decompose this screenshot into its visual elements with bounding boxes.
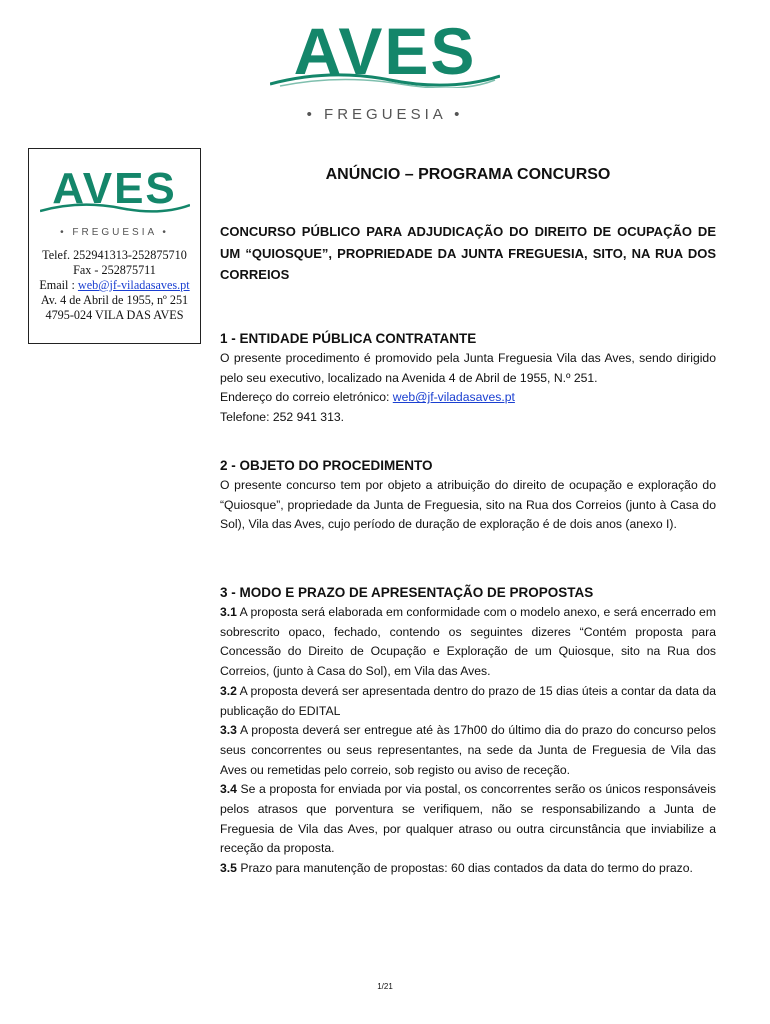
section-3-item-text: A proposta deverá ser entregue até às 17h00 do último dia do prazo do concurso pelos seus concorrentes ou seus representantes, na sede da Junta de Freguesia de Vila das Aves ou remetidas pelo correio, sob registo ou aviso de receção.	[220, 723, 716, 777]
section-1-text: O presente procedimento é promovido pela Junta Freguesia Vila das Aves, sendo dirigido pelo seu executivo, localizado na Avenida 4 de Abril de 1955, N.º 251.	[220, 351, 716, 385]
section-3-item	[220, 603, 716, 682]
document-title: ANÚNCIO – PROGRAMA CONCURSO	[325, 166, 611, 183]
document-subject: CONCURSO PÚBLICO PARA ADJUDICAÇÃO DO DIREITO DE OCUPAÇÃO DE UM “QUIOSQUE”, PROPRIEDADE DA JUNTA FREGUESIA, SITO, NA RUA DOS CORREIOS	[220, 224, 716, 282]
section-1-body	[220, 349, 716, 428]
section-3-heading: 3 - MODO E PRAZO DE APRESENTAÇÃO DE PROPOSTAS	[220, 585, 594, 600]
contact-email-line	[29, 278, 200, 293]
contact-email-link[interactable]: web@jf-viladasaves.pt	[77, 278, 190, 292]
section-2-heading: 2 - OBJETO DO PROCEDIMENTO	[220, 458, 433, 473]
section-3-item-text: A proposta será elaborada em conformidade com o modelo anexo, e será encerrado em sobrescrito opaco, fechado, contendo os seguintes dizeres “Contém proposta para Concessão do Direito de Ocupação e Exploração de um Quiosque, sito na Rua dos Correios, (junto à Casa do Sol), em Vila das Aves.	[220, 605, 716, 679]
section-3-item-text: A proposta deverá ser apresentada dentro do prazo de 15 dias úteis a contar da data da publicação do EDITAL	[220, 683, 716, 718]
section-3-item-number: 3.3	[220, 723, 237, 738]
sidebox-logo-wordmark: AVES	[52, 164, 177, 213]
logo-subtitle: • FREGUESIA •	[306, 106, 464, 123]
sidebox-logo-subtitle: • FREGUESIA •	[60, 227, 169, 238]
contact-phone: Telef. 252941313-252875710	[42, 248, 187, 262]
section-1-email-line	[220, 388, 716, 408]
section-1-phone: Telefone: 252 941 313.	[220, 410, 345, 425]
section-3-item	[220, 859, 716, 879]
section-3-item-number: 3.2	[220, 683, 237, 698]
section-3-item	[220, 682, 716, 721]
section-3-item-text: Prazo para manutenção de propostas: 60 dias contados da data do termo do prazo.	[236, 861, 693, 876]
contact-details	[29, 248, 200, 323]
section-2-text: O presente concurso tem por objeto a atribuição do direito de ocupação e exploração do “Quiosque”, propriedade da Junta de Freguesia, sito na Rua dos Correios (junto à Casa do Sol), Vila das Aves, cujo período de duração de exploração é de dois anos (anexo I).	[220, 478, 716, 532]
contact-email-label: Email :	[39, 278, 78, 292]
page-number: 1/21	[377, 982, 393, 991]
section-3-item-text: Se a proposta for enviada por via postal, os concorrentes serão os únicos responsáveis pelos atrasos que porventura se verifiquem, não se responsabilizando a Junta de Freguesia de Vila das Aves, por qualquer atraso ou outra circunstância que inviabilize a receção da proposta.	[220, 782, 716, 856]
section-3-item-number: 3.4	[220, 782, 237, 797]
section-3-item-number: 3.1	[220, 605, 237, 619]
header-logo	[240, 14, 530, 123]
logo-wordmark: AVES	[293, 14, 477, 88]
contact-address-2: 4795-024 VILA DAS AVES	[45, 308, 184, 322]
section-3-item	[220, 780, 716, 859]
section-3-body	[220, 603, 716, 879]
contact-fax: Fax - 252875711	[73, 263, 156, 277]
section-1-email-label: Endereço do correio eletrónico:	[220, 390, 393, 405]
contact-box	[28, 148, 201, 344]
section-3-item	[220, 721, 716, 780]
contact-address-1: Av. 4 de Abril de 1955, nº 251	[40, 293, 189, 307]
section-2-body	[220, 476, 716, 535]
section-3-item-number: 3.5	[220, 861, 237, 876]
section-1-email-link[interactable]: web@jf-viladasaves.pt	[392, 390, 515, 405]
section-1-heading: 1 - ENTIDADE PÚBLICA CONTRATANTE	[220, 331, 477, 346]
